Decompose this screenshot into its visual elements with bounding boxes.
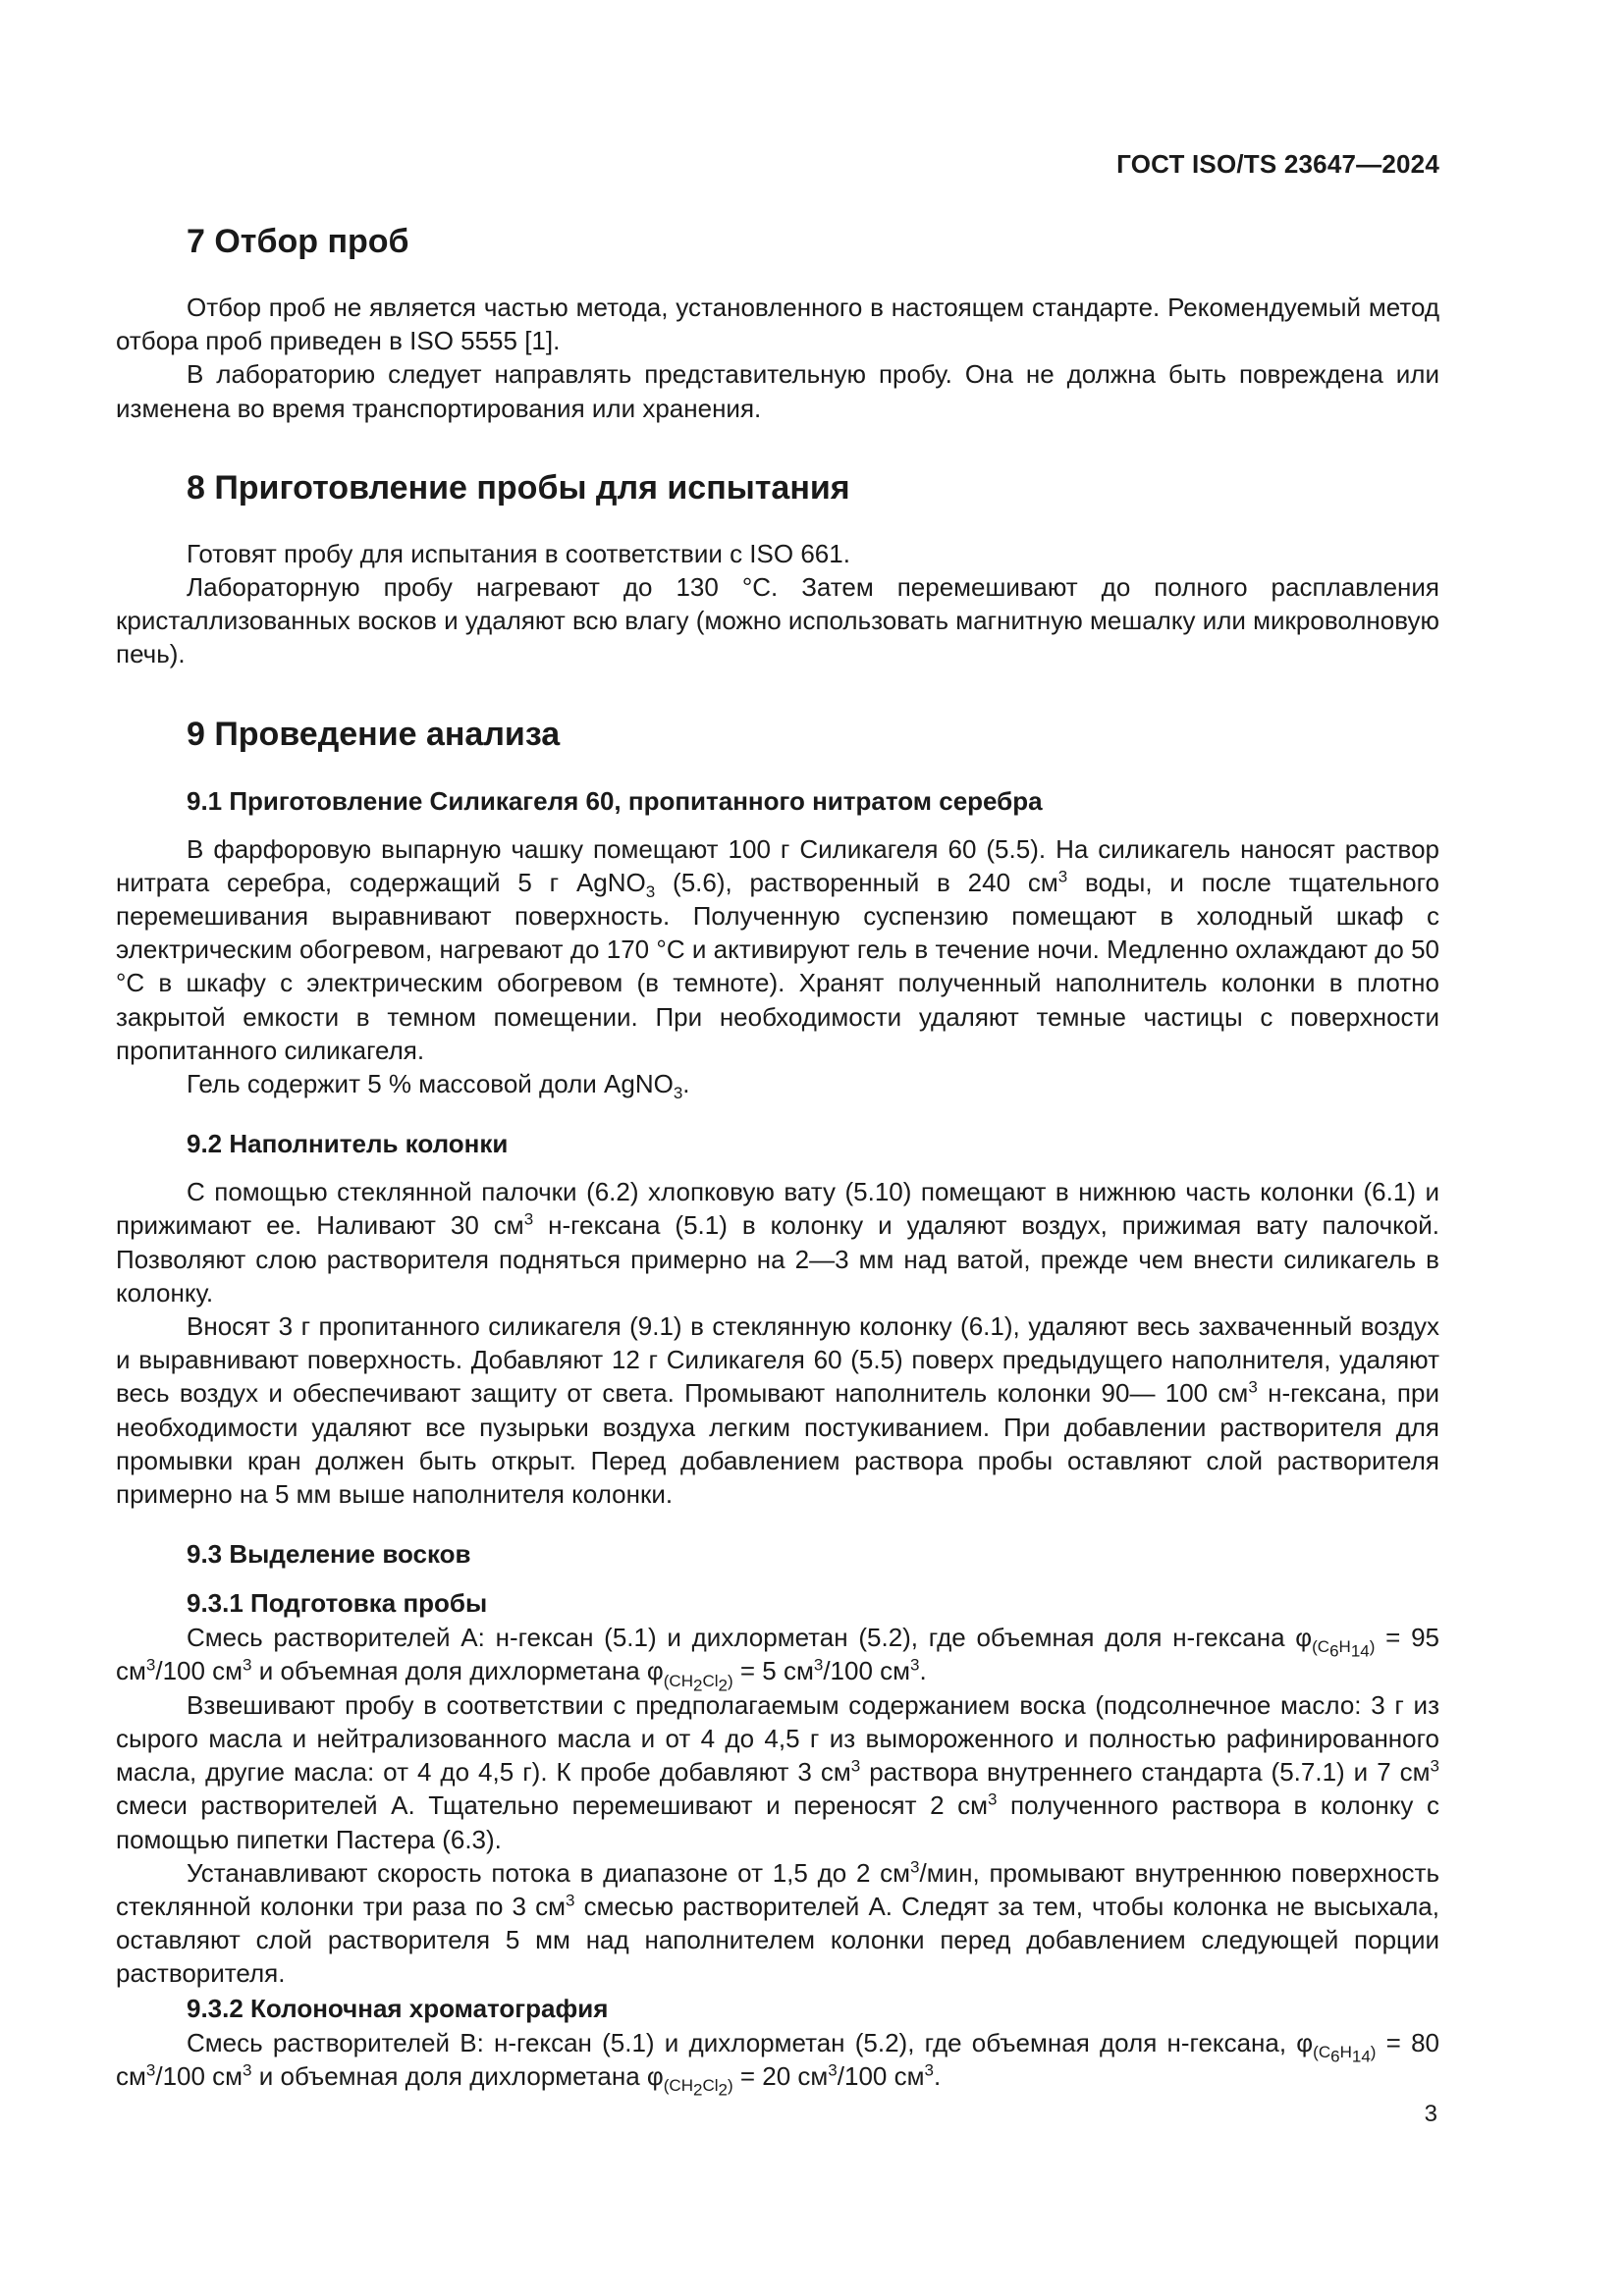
document-header: ГОСТ ISO/TS 23647—2024	[1116, 149, 1439, 179]
subsection-9-3-title: 9.3 Выделение восков	[187, 1539, 471, 1570]
section-7-para-1: Отбор проб не является частью метода, установленного в настоящем стандарте. Рекомендуемый метод отбора проб приведен в ISO 5555 [1].	[116, 293, 1439, 356]
subsection-9-2-title: 9.2 Наполнитель колонки	[187, 1129, 509, 1159]
section-7-para-2: В лабораторию следует направлять представительную пробу. Она не должна быть повреждена или изменена во время транспортирования или хранения.	[116, 359, 1439, 423]
section-8-para-2: Лабораторную пробу нагревают до 130 °С. Затем перемешивают до полного расплавления кристаллизованных восков и удаляют всю влагу (можно использовать магнитную мешалку или микроволновую печь).	[116, 572, 1439, 669]
subsection-9-3-1-title: 9.3.1 Подготовка пробы	[187, 1588, 488, 1619]
subsection-9-3-2-title: 9.3.2 Колоночная хроматография	[187, 1993, 609, 2023]
page-content	[116, 218, 1440, 2100]
subsection-9-1-para-2: Гель содержит 5 % массовой доли AgNO$_3$.	[187, 1069, 690, 1103]
page-number: 3	[1424, 2101, 1437, 2127]
section-8-title: 8 Приготовление пробы для испытания	[187, 468, 850, 507]
subsection-9-3-1-para-3: Устанавливают скорость потока в диапазоне от 1,5 до 2 $см^3$/мин, промывают внутреннюю поверхность стеклянной колонки три раза по 3 $см^3$ смесью растворителей А. Следят за тем, чтобы колонка не высыхала, оставляют слой растворителя 5 мм над наполнителем колонки перед добавлением следующей порции растворителя.	[116, 1857, 1439, 1989]
subsection-9-1-para-1: В фарфоровую выпарную чашку помещают 100 г Силикагеля 60 (5.5). На силикагель наносят раствор нитрата серебра, содержащий 5 г AgNO$_3$ (5.6), растворенный в 240 $см^3$ воды, и после тщательного перемешивания выравнивают поверхность. Полученную суспензию помещают в холодный шкаф с электрическим обогревом, нагревают до 170 °С и активируют гель в течение ночи. Медленно охлаждают до 50 °С в шкафу с электрическим обогревом (в темноте). Хранят полученный наполнитель колонки в плотно закрытой емкости в темном помещении. При необходимости удаляют темные частицы с поверхности пропитанного силикагеля.	[116, 833, 1440, 1065]
section-7-title: 7 Отбор проб	[187, 223, 409, 260]
subsection-9-3-1-para-1: Смесь растворителей А: н-гексан (5.1) и дихлорметан (5.2), где объемная доля н-гексана $\varphi_{(C_6H_{14})} = 95$ $см^3/100$ $см^3$ и объемная доля дихлорметана $\varphi_{(CH_2Cl_2)} = 5$ $см^3/100$ $см^3$.	[116, 1623, 1439, 1695]
subsection-9-2-para-1: С помощью стеклянной палочки (6.2) хлопковую вату (5.10) помещают в нижнюю часть колонки (6.1) и прижимают ее. Наливают 30 $см^3$ н-гексана (5.1) в колонку и удаляют воздух, прижимая вату палочкой. Позволяют слою растворителя подняться примерно на 2—3 мм над ватой, прежде чем внести силикагель в колонку.	[116, 1177, 1439, 1308]
subsection-9-3-1-para-2: Взвешивают пробу в соответствии с предполагаемым содержанием воска (подсолнечное масло: 3 г из сырого масла и нейтрализованного масла и от 4 до 4,5 г из вымороженного и полностью рафинированного масла, другие масла: от 4 до 4,5 г). К пробе добавляют 3 $см^3$ раствора внутреннего стандарта (5.7.1) и 7 $см^3$ смеси растворителей А. Тщательно перемешивают и переносят 2 $см^3$ полученного раствора в колонку с помощью пипетки Пастера (6.3).	[116, 1689, 1440, 1854]
subsection-9-2-para-2: Вносят 3 г пропитанного силикагеля (9.1) в стеклянную колонку (6.1), удаляют весь захваченный воздух и выравнивают поверхность. Добавляют 12 г Силикагеля 60 (5.5) поверх предыдущего наполнителя, удаляют весь воздух и обеспечивают защиту от света. Промывают наполнитель колонки 90— 100 $см^3$ н-гексана, при необходимости удаляют все пузырьки воздуха легким постукиванием. При добавлении растворителя для промывки кран должен быть открыт. Перед добавлением раствора пробы оставляют слой растворителя примерно на 5 мм выше наполнителя колонки.	[116, 1311, 1439, 1510]
section-9-title: 9 Проведение анализа	[187, 715, 561, 753]
section-8-para-1: Готовят пробу для испытания в соответствии с ISO 661.	[187, 538, 850, 568]
subsection-9-1-title: 9.1 Приготовление Силикагеля 60, пропитанного нитратом серебра	[187, 785, 1043, 816]
subsection-9-3-2-para-1: Смесь растворителей В: н-гексан (5.1) и дихлорметан (5.2), где объемная доля н-гексана, $\varphi_{(C_6H_{14})} = 80$ $см^3/100$ $см^3$ и объемная доля дихлорметана $\varphi_{(CH_2Cl_2)} = 20$ $см^3/100$ $см^3$.	[116, 2027, 1439, 2100]
